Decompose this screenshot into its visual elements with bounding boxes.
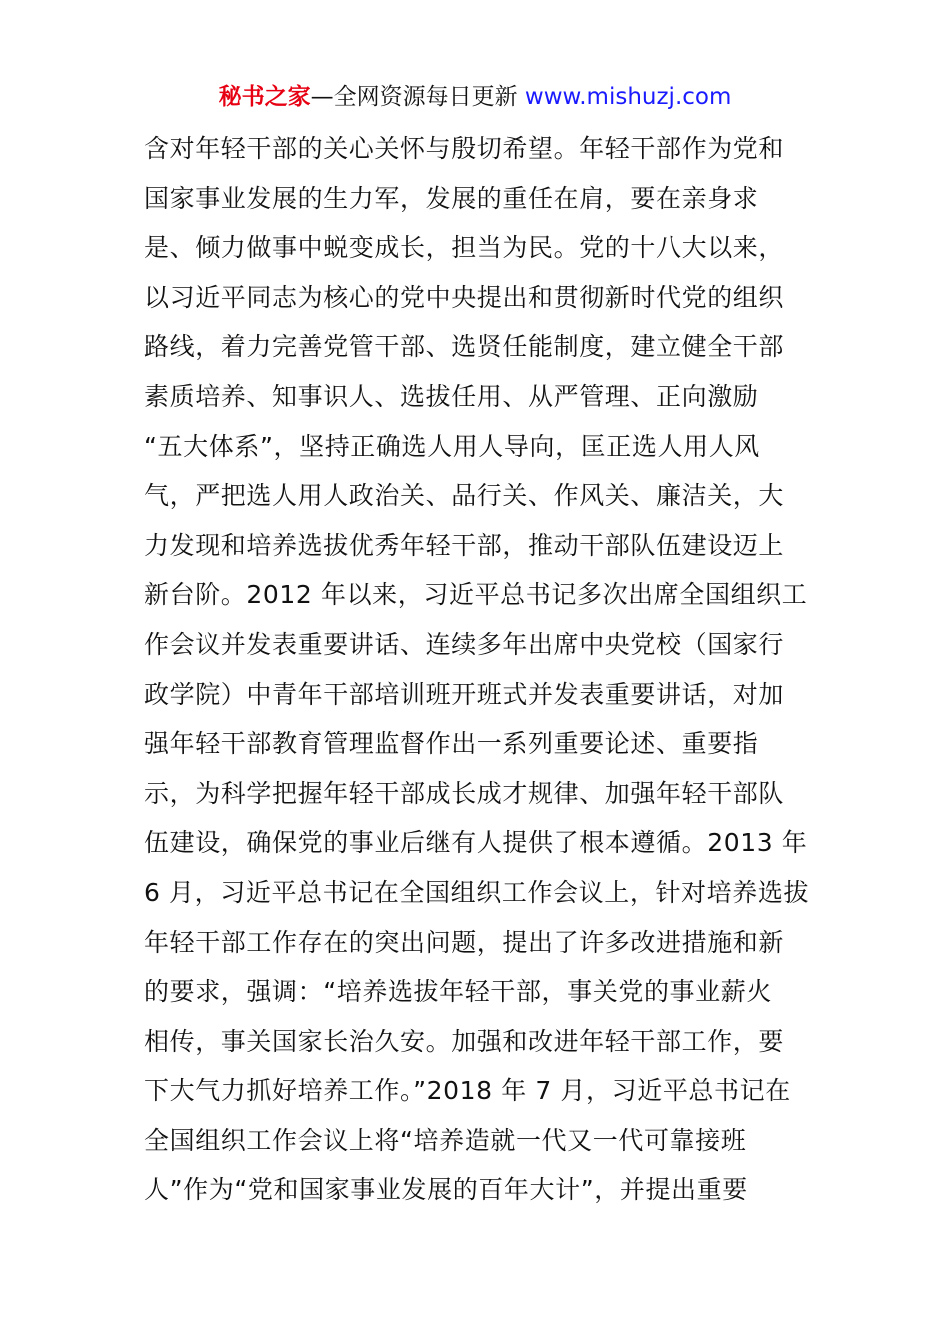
text-line: 新台阶。2012 年以来，习近平总书记多次出席全国组织工 <box>144 580 808 610</box>
text-line: 素质培养、知事识人、选拔任用、从严管理、正向激励 <box>144 381 759 411</box>
header-tagline: —全网资源每日更新 <box>310 84 518 110</box>
text-line: 示，为科学把握年轻干部成长成才规律、加强年轻干部队 <box>144 778 785 808</box>
text-line: 含对年轻干部的关心关怀与殷切希望。年轻干部作为党和 <box>144 134 785 163</box>
text-line: 路线，着力完善党管干部、选贤任能制度，建立健全干部 <box>144 332 785 362</box>
text-line: 是、倾力做事中蜕变成长，担当为民。党的十八大以来， <box>144 233 785 263</box>
text-line: 伍建设，确保党的事业后继有人提供了根本遵循。2013 年 <box>144 828 808 858</box>
text-line: 作会议并发表重要讲话、连续多年出席中央党校（国家行 <box>144 629 785 659</box>
text-line: 的要求，强调：“培养选拔年轻干部，事关党的事业薪火 <box>144 977 772 1007</box>
text-line: 国家事业发展的生力军，发展的重任在肩，要在亲身求 <box>144 183 759 213</box>
text-line: 人”作为“党和国家事业发展的百年大计”，并提出重要 <box>144 1175 748 1205</box>
text-line: 以习近平同志为核心的党中央提出和贯彻新时代党的组织 <box>144 282 785 312</box>
text-line: 气，严把选人用人政治关、品行关、作风关、廉洁关，大 <box>144 481 785 511</box>
text-line: 相传，事关国家长治久安。加强和改进年轻干部工作，要 <box>144 1026 785 1056</box>
document-body <box>144 124 814 1215</box>
text-line: 6 月，习近平总书记在全国组织工作会议上，针对培养选拔 <box>144 877 810 907</box>
site-link[interactable]: www.mishuzj.com <box>524 84 732 110</box>
text-line: 力发现和培养选拔优秀年轻干部，推动干部队伍建设迈上 <box>144 530 785 560</box>
text-line: 下大气力抓好培养工作。”2018 年 7 月，习近平总书记在 <box>144 1076 791 1106</box>
text-line: 全国组织工作会议上将“培养造就一代又一代可靠接班 <box>144 1125 747 1155</box>
page-header <box>0 80 950 114</box>
brand-name: 秘书之家 <box>218 84 311 110</box>
text-line: “五大体系”，坚持正确选人用人导向，匡正选人用人风 <box>144 431 760 461</box>
text-line: 政学院）中青年干部培训班开班式并发表重要讲话，对加 <box>144 679 785 709</box>
text-line: 年轻干部工作存在的突出问题，提出了许多改进措施和新 <box>144 927 785 957</box>
text-line: 强年轻干部教育管理监督作出一系列重要论述、重要指 <box>144 729 759 759</box>
